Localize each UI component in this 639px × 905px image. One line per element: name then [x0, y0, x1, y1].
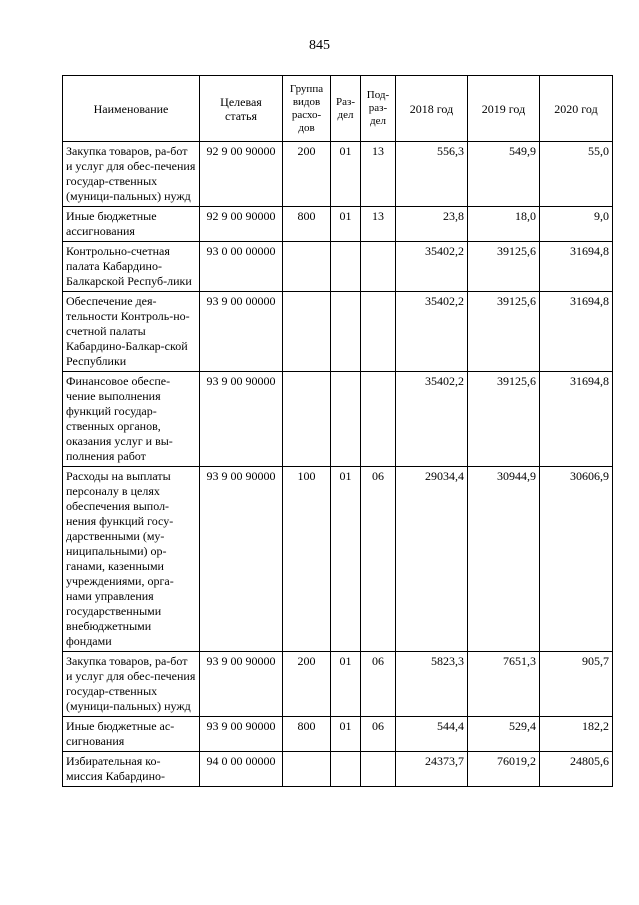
row-value-2018: 35402,2	[396, 242, 468, 292]
row-value-2018: 35402,2	[396, 372, 468, 467]
row-group: 200	[283, 142, 331, 207]
row-section: 01	[331, 142, 361, 207]
row-value-2020: 30606,9	[540, 467, 613, 652]
row-name: Иные бюджетные ас-сигнования	[63, 717, 200, 752]
row-section	[331, 372, 361, 467]
table-row	[63, 652, 613, 717]
row-section: 01	[331, 207, 361, 242]
row-value-2018: 29034,4	[396, 467, 468, 652]
table-row	[63, 242, 613, 292]
row-section	[331, 292, 361, 372]
table-row	[63, 717, 613, 752]
row-name: Избирательная ко-миссия Кабардино-	[63, 752, 200, 787]
row-target: 93 9 00 90000	[200, 372, 283, 467]
row-section	[331, 242, 361, 292]
row-value-2019: 39125,6	[468, 242, 540, 292]
row-value-2020: 31694,8	[540, 292, 613, 372]
header-2019: 2019 год	[468, 76, 540, 142]
row-group	[283, 752, 331, 787]
row-value-2020: 31694,8	[540, 242, 613, 292]
row-target: 93 9 00 90000	[200, 652, 283, 717]
row-value-2020: 905,7	[540, 652, 613, 717]
row-value-2018: 556,3	[396, 142, 468, 207]
row-value-2019: 30944,9	[468, 467, 540, 652]
row-subsection: 06	[361, 652, 396, 717]
row-value-2019: 39125,6	[468, 292, 540, 372]
row-value-2018: 23,8	[396, 207, 468, 242]
table-row	[63, 372, 613, 467]
row-target: 93 9 00 90000	[200, 717, 283, 752]
row-section	[331, 752, 361, 787]
row-target: 92 9 00 90000	[200, 142, 283, 207]
row-name: Расходы на выплаты персоналу в целях обеспечения выпол-нения функций госу-дарственными (му-ниципальными) ор-ганами, казенными учреждениями, орга-нами управления государственными внебюджетными фондами	[63, 467, 200, 652]
row-group: 800	[283, 717, 331, 752]
row-name: Закупка товаров, ра-бот и услуг для обес-печения государ-ственных (муници-пальных) нужд	[63, 142, 200, 207]
page-number: 845	[309, 38, 330, 53]
row-group	[283, 242, 331, 292]
row-name: Обеспечение дея-тельности Контроль-но-счетной палаты Кабардино-Балкар-ской Республики	[63, 292, 200, 372]
row-value-2019: 7651,3	[468, 652, 540, 717]
row-group: 100	[283, 467, 331, 652]
table-row	[63, 207, 613, 242]
row-subsection	[361, 292, 396, 372]
row-subsection	[361, 242, 396, 292]
row-subsection: 06	[361, 467, 396, 652]
row-group: 200	[283, 652, 331, 717]
row-name: Иные бюджетные ассигнования	[63, 207, 200, 242]
row-subsection	[361, 752, 396, 787]
row-value-2019: 76019,2	[468, 752, 540, 787]
table-row	[63, 467, 613, 652]
header-subsection: Под-раз-дел	[361, 76, 396, 142]
row-target: 93 9 00 90000	[200, 467, 283, 652]
row-group: 800	[283, 207, 331, 242]
row-name: Закупка товаров, ра-бот и услуг для обес-печения государ-ственных (муници-пальных) нужд	[63, 652, 200, 717]
header-row	[63, 76, 613, 142]
row-value-2018: 5823,3	[396, 652, 468, 717]
row-value-2019: 18,0	[468, 207, 540, 242]
row-value-2020: 9,0	[540, 207, 613, 242]
header-name: Наименование	[63, 76, 200, 142]
row-value-2018: 35402,2	[396, 292, 468, 372]
row-section: 01	[331, 652, 361, 717]
row-group	[283, 292, 331, 372]
row-target: 94 0 00 00000	[200, 752, 283, 787]
row-subsection: 13	[361, 207, 396, 242]
header-target: Целевая статья	[200, 76, 283, 142]
row-section: 01	[331, 467, 361, 652]
row-target: 93 0 00 00000	[200, 242, 283, 292]
row-value-2020: 182,2	[540, 717, 613, 752]
header-group: Группа видов расхо-дов	[283, 76, 331, 142]
header-2020: 2020 год	[540, 76, 613, 142]
row-value-2020: 31694,8	[540, 372, 613, 467]
row-name: Контрольно-счетная палата Кабардино-Балкарской Респуб-лики	[63, 242, 200, 292]
row-value-2018: 544,4	[396, 717, 468, 752]
row-subsection: 06	[361, 717, 396, 752]
row-value-2019: 549,9	[468, 142, 540, 207]
row-name: Финансовое обеспе-чение выполнения функций государ-ственных органов, оказания услуг и вы-полнения работ	[63, 372, 200, 467]
row-target: 92 9 00 90000	[200, 207, 283, 242]
row-value-2020: 55,0	[540, 142, 613, 207]
table-row	[63, 292, 613, 372]
row-subsection: 13	[361, 142, 396, 207]
row-group	[283, 372, 331, 467]
header-2018: 2018 год	[396, 76, 468, 142]
table-row	[63, 752, 613, 787]
row-section: 01	[331, 717, 361, 752]
table-row	[63, 142, 613, 207]
row-target: 93 9 00 00000	[200, 292, 283, 372]
row-value-2019: 39125,6	[468, 372, 540, 467]
budget-table	[62, 75, 613, 787]
row-value-2020: 24805,6	[540, 752, 613, 787]
header-section: Раз-дел	[331, 76, 361, 142]
row-subsection	[361, 372, 396, 467]
row-value-2019: 529,4	[468, 717, 540, 752]
row-value-2018: 24373,7	[396, 752, 468, 787]
